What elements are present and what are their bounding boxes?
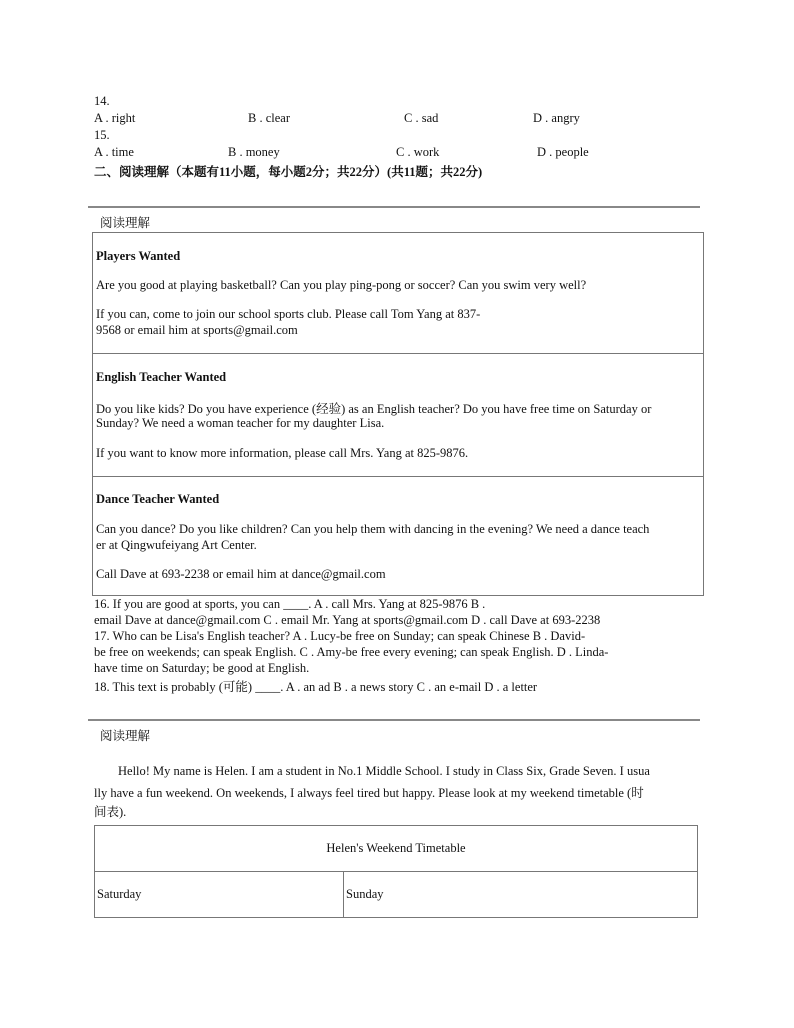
q15-option-d: D . people [537, 145, 589, 159]
ad-line: If you can, come to join our school sports club. Please call Tom Yang at 837- [96, 307, 481, 321]
timetable-title: Helen's Weekend Timetable [95, 826, 698, 872]
ad-english-teacher-wanted [93, 354, 703, 477]
question-16-line-1: 16. If you are good at sports, you can ____. A . call Mrs. Yang at 825-9876 B . [94, 597, 486, 611]
ad-line: 9568 or email him at sports@gmail.com [96, 323, 298, 337]
q15-option-a: A . time [94, 145, 134, 159]
question-15-number: 15. [94, 128, 110, 142]
weekend-timetable [94, 825, 698, 918]
ad-line: If you want to know more information, please call Mrs. Yang at 825-9876. [96, 446, 469, 460]
timetable-col-saturday: Saturday [95, 872, 344, 918]
ad-line: er at Qingwufeiyang Art Center. [96, 538, 257, 552]
question-16-line-2: email Dave at dance@gmail.com C . email Mr. Yang at sports@gmail.com D . call Dave at 693-2238 [94, 613, 601, 627]
ads-box [92, 232, 704, 596]
q14-option-b: B . clear [248, 111, 290, 125]
question-18: 18. This text is probably (可能) ____. A . an ad B . a news story C . an e-mail D . a letter [94, 680, 538, 694]
question-17-line-1: 17. Who can be Lisa's English teacher? A . Lucy-be free on Sunday; can speak Chinese B . David- [94, 629, 586, 643]
ad-line: Can you dance? Do you like children? Can you help them with dancing in the evening? We need a dance teach [96, 522, 650, 536]
ad-title: English Teacher Wanted [96, 370, 227, 384]
reading-1-label: 阅读理解 [100, 216, 151, 230]
question-17-line-2: be free on weekends; can speak English. C . Amy-be free every evening; can speak English. D . Linda- [94, 645, 609, 659]
q14-option-c: C . sad [404, 111, 439, 125]
paragraph-line-2: lly have a fun weekend. On weekends, I always feel tired but happy. Please look at my weekend timetable (时 [94, 786, 644, 800]
q14-option-a: A . right [94, 111, 136, 125]
section-divider [88, 206, 700, 208]
q15-option-c: C . work [396, 145, 440, 159]
question-14-number: 14. [94, 94, 110, 108]
timetable-col-sunday: Sunday [344, 872, 698, 918]
question-17-line-3: have time on Saturday; be good at English. [94, 661, 310, 675]
reading-2-label: 阅读理解 [100, 729, 151, 743]
ad-title: Players Wanted [96, 249, 181, 263]
ad-dance-teacher-wanted [93, 477, 703, 595]
ad-line: Call Dave at 693-2238 or email him at dance@gmail.com [96, 567, 386, 581]
q14-option-d: D . angry [533, 111, 580, 125]
paragraph-line-3: 间表). [94, 805, 127, 819]
ad-line: Do you like kids? Do you have experience (经验) as an English teacher? Do you have free time on Saturday or [96, 402, 652, 416]
q15-option-b: B . money [228, 145, 280, 159]
section-2-heading: 二、阅读理解（本题有11小题，每小题2分；共22分）(共11题；共22分) [94, 165, 483, 179]
ad-title: Dance Teacher Wanted [96, 492, 220, 506]
section-divider [88, 719, 700, 721]
ad-line: Are you good at playing basketball? Can you play ping-pong or soccer? Can you swim very well? [96, 278, 587, 292]
paragraph-line-1: Hello! My name is Helen. I am a student in No.1 Middle School. I study in Class Six, Grade Seven. I usua [118, 764, 650, 778]
ad-players-wanted [93, 233, 703, 354]
ad-line: Sunday? We need a woman teacher for my daughter Lisa. [96, 416, 385, 430]
